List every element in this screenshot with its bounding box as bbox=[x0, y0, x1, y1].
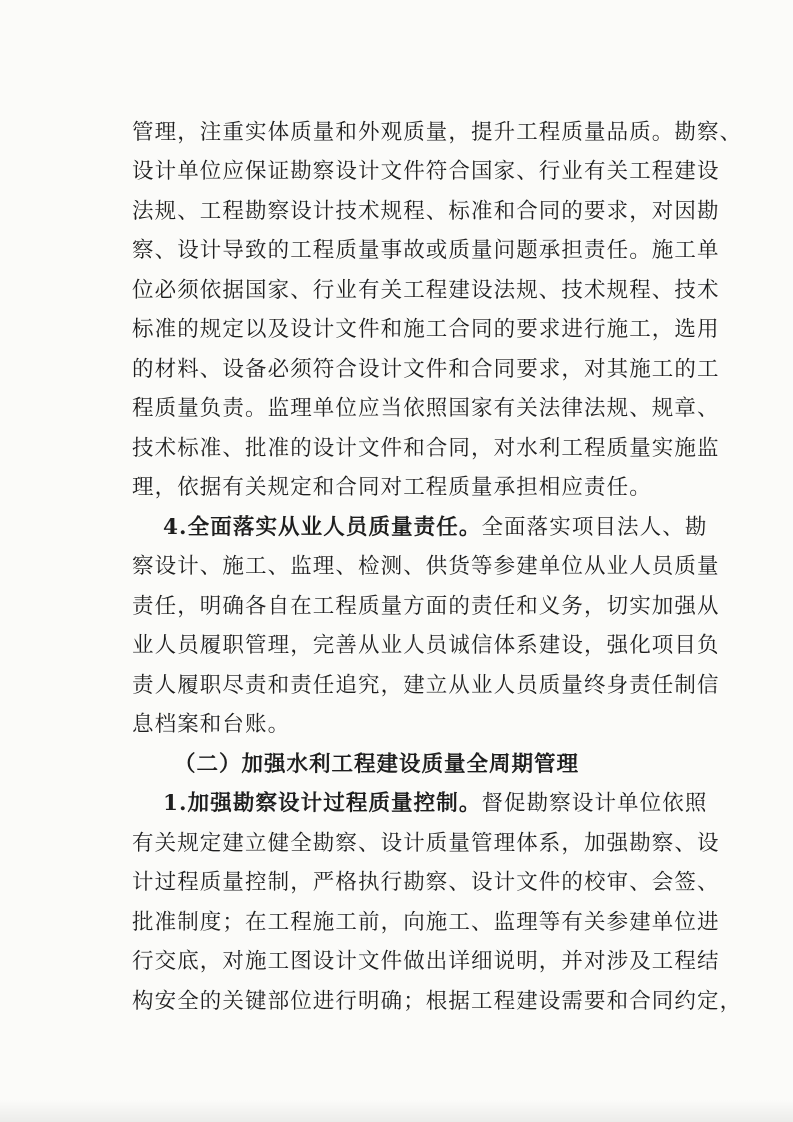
text-line: 有关规定建立健全勘察、设计质量管理体系，加强勘察、设 bbox=[132, 831, 720, 856]
paragraph-first-line bbox=[163, 513, 708, 543]
text-line: 行交底，对施工图设计文件做出详细说明，并对涉及工程结 bbox=[132, 949, 720, 974]
section-heading: （二）加强水利工程建设质量全周期管理 bbox=[174, 752, 580, 777]
text-line: 责人履职尽责和责任追究，建立从业人员质量终身责任制信 bbox=[132, 673, 720, 698]
text-line: 设计单位应保证勘察设计文件符合国家、行业有关工程建设 bbox=[132, 159, 720, 184]
paragraph-first-line bbox=[163, 789, 708, 819]
text-line: 计过程质量控制，严格执行勘察、设计文件的校审、会签、 bbox=[132, 870, 720, 895]
text-span: 督促勘察设计单位依照 bbox=[481, 791, 708, 816]
text-line: 察设计、施工、监理、检测、供货等参建单位从业人员质量 bbox=[132, 554, 720, 579]
text-line: 业人员履职管理，完善从业人员诚信体系建设，强化项目负 bbox=[132, 633, 720, 658]
item-heading: 4.全面落实从业人员质量责任。 bbox=[163, 515, 482, 540]
text-line: 技术标准、批准的设计文件和合同，对水利工程质量实施监 bbox=[132, 436, 720, 461]
text-line: 批准制度；在工程施工前，向施工、监理等有关参建单位进 bbox=[132, 910, 720, 935]
text-line: 息档案和台账。 bbox=[132, 712, 291, 737]
text-line: 位必须依据国家、行业有关工程建设法规、技术规程、技术 bbox=[132, 278, 720, 303]
text-line: 责任，明确各自在工程质量方面的责任和义务，切实加强从 bbox=[132, 594, 720, 619]
text-line: 的材料、设备必须符合设计文件和合同要求，对其施工的工 bbox=[132, 357, 720, 382]
text-span: 全面落实项目法人、勘 bbox=[481, 515, 708, 540]
text-line: 法规、工程勘察设计技术规程、标准和合同的要求，对因勘 bbox=[132, 199, 720, 224]
text-line: 标准的规定以及设计文件和施工合同的要求进行施工，选用 bbox=[132, 317, 720, 342]
text-line: 构安全的关键部位进行明确；根据工程建设需要和合同约定， bbox=[132, 989, 743, 1014]
text-line: 察、设计导致的工程质量事故或质量问题承担责任。施工单 bbox=[132, 238, 720, 263]
text-line: 理，依据有关规定和合同对工程质量承担相应责任。 bbox=[132, 475, 652, 500]
scan-edge-shadow bbox=[0, 1100, 793, 1122]
text-line: 管理，注重实体质量和外观质量，提升工程质量品质。勘察、 bbox=[132, 120, 743, 145]
item-heading: 1.加强勘察设计过程质量控制。 bbox=[163, 791, 482, 816]
text-line: 程质量负责。监理单位应当依照国家有关法律法规、规章、 bbox=[132, 396, 720, 421]
